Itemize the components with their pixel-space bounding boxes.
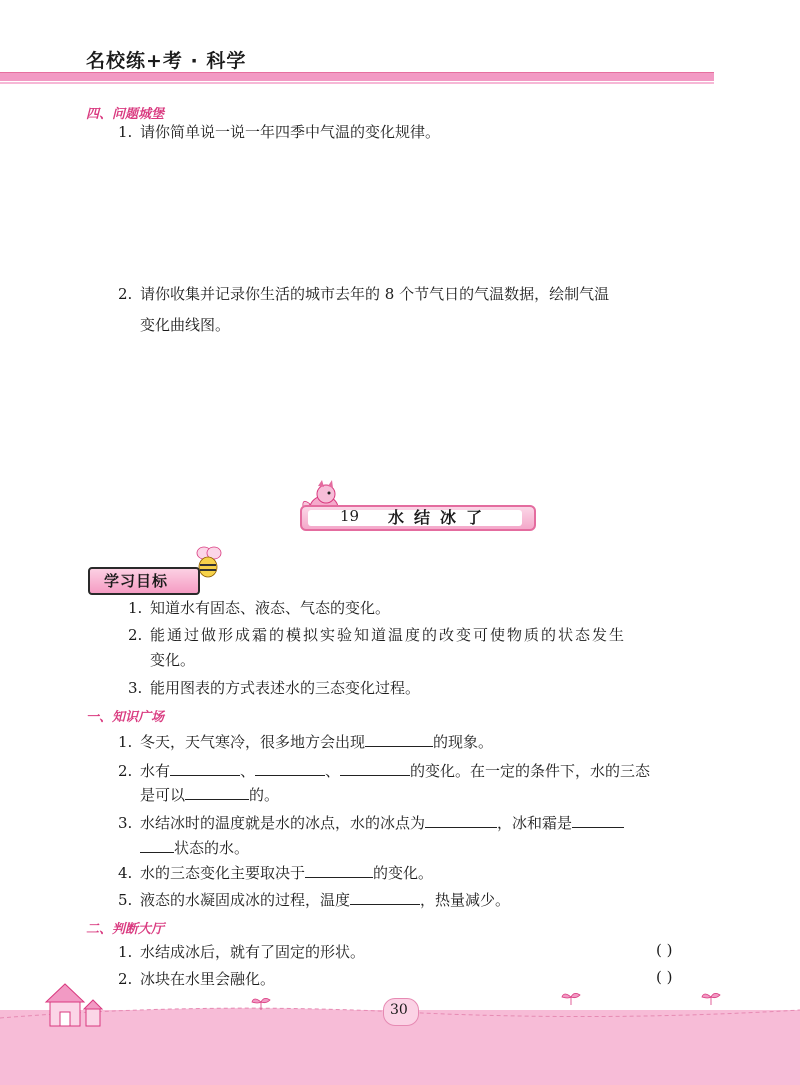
goal-item-2-cont: 变化。: [150, 651, 196, 669]
goal-text: 能通过做形成霜的模拟实验知道温度的改变可使物质的状态发生: [150, 626, 627, 644]
question-text: 请你简单说一说一年四季中气温的变化规律。: [140, 123, 441, 141]
separator: 、: [240, 762, 256, 780]
goal-item-3: [128, 677, 420, 699]
header-bar: [0, 72, 714, 81]
fill-question-3: [118, 811, 624, 834]
separator: 、: [325, 762, 341, 780]
sprout-icon: [700, 990, 722, 1009]
question-number: 2.: [118, 970, 133, 988]
section-4-question-2: [118, 283, 609, 305]
sprout-icon: [560, 990, 582, 1009]
question-text: 水的三态变化主要取决于: [140, 864, 306, 882]
answer-blank[interactable]: [365, 730, 433, 747]
question-text: 的变化。: [373, 864, 434, 882]
question-number: 2.: [118, 285, 133, 303]
house-icon: [40, 978, 110, 1032]
question-text: 水结冰时的温度就是水的冰点，水的冰点为: [140, 814, 426, 832]
question-number: 1.: [118, 733, 133, 751]
answer-blank[interactable]: [340, 759, 410, 776]
goal-number: 2.: [128, 626, 143, 644]
fill-question-1: [118, 730, 493, 753]
fill-question-2: [118, 759, 650, 782]
question-text: 状态的水。: [174, 839, 250, 857]
section-1-title: 一、知识广场: [86, 710, 165, 725]
book-title: 名校练+考 · 科学: [86, 50, 247, 72]
fill-question-4: [118, 861, 433, 884]
question-text: 水结成冰后，就有了固定的形状。: [140, 943, 366, 961]
goal-number: 3.: [128, 679, 143, 697]
goal-number: 1.: [128, 599, 143, 617]
goal-item-1: [128, 597, 390, 619]
answer-blank[interactable]: [255, 759, 325, 776]
question-number: 1.: [118, 123, 133, 141]
question-number: 4.: [118, 864, 133, 882]
goal-text: 能用图表的方式表述水的三态变化过程。: [150, 679, 421, 697]
fill-question-2-cont: [140, 783, 279, 806]
goal-text: 知道水有固态、液态、气态的变化。: [150, 599, 391, 617]
answer-blank[interactable]: [185, 783, 249, 800]
section-2-title: 二、判断大厅: [86, 922, 165, 937]
judge-item-2: [118, 968, 275, 990]
question-number: 1.: [118, 943, 133, 961]
answer-parentheses[interactable]: ( ): [656, 941, 673, 959]
question-number: 2.: [118, 762, 133, 780]
answer-blank[interactable]: [140, 836, 174, 853]
question-text: 的。: [249, 786, 280, 804]
question-text: ，冰和霜是: [497, 814, 573, 832]
sprout-icon: [250, 995, 272, 1014]
answer-blank[interactable]: [425, 811, 497, 828]
question-number: 5.: [118, 891, 133, 909]
page-number: 30: [390, 1002, 408, 1018]
question-text: ，热量减少。: [420, 891, 511, 909]
section-4-title: 四、问题城堡: [86, 107, 165, 122]
fill-question-5: [118, 888, 510, 911]
answer-blank[interactable]: [170, 759, 240, 776]
question-text: 冰块在水里会融化。: [140, 970, 276, 988]
answer-blank[interactable]: [350, 888, 420, 905]
goal-item-2: [128, 624, 626, 646]
answer-parentheses[interactable]: ( ): [656, 968, 673, 986]
lesson-number: 19: [340, 507, 360, 525]
section-4-question-1: [118, 121, 440, 143]
question-number: 3.: [118, 814, 133, 832]
question-text: 请你收集并记录你生活的城市去年的 8 个节气日的气温数据，绘制气温: [140, 285, 610, 303]
question-text: 冬天，天气寒冷，很多地方会出现: [140, 733, 366, 751]
answer-blank[interactable]: [572, 811, 624, 828]
lesson-title: 水结冰了: [388, 508, 493, 527]
judge-item-1: [118, 941, 365, 963]
question-text: 是可以: [140, 786, 186, 804]
question-text: 液态的水凝固成冰的过程，温度: [140, 891, 351, 909]
fill-question-3-cont: [140, 836, 249, 859]
question-text: 的变化。在一定的条件下，水的三态: [410, 762, 651, 780]
question-text: 水有: [140, 762, 171, 780]
question-text: 的现象。: [433, 733, 494, 751]
section-4-question-2-cont: 变化曲线图。: [140, 316, 231, 334]
learning-goals-title: 学习目标: [104, 572, 169, 590]
answer-blank[interactable]: [305, 861, 373, 878]
header-bar-accent: [0, 82, 714, 84]
